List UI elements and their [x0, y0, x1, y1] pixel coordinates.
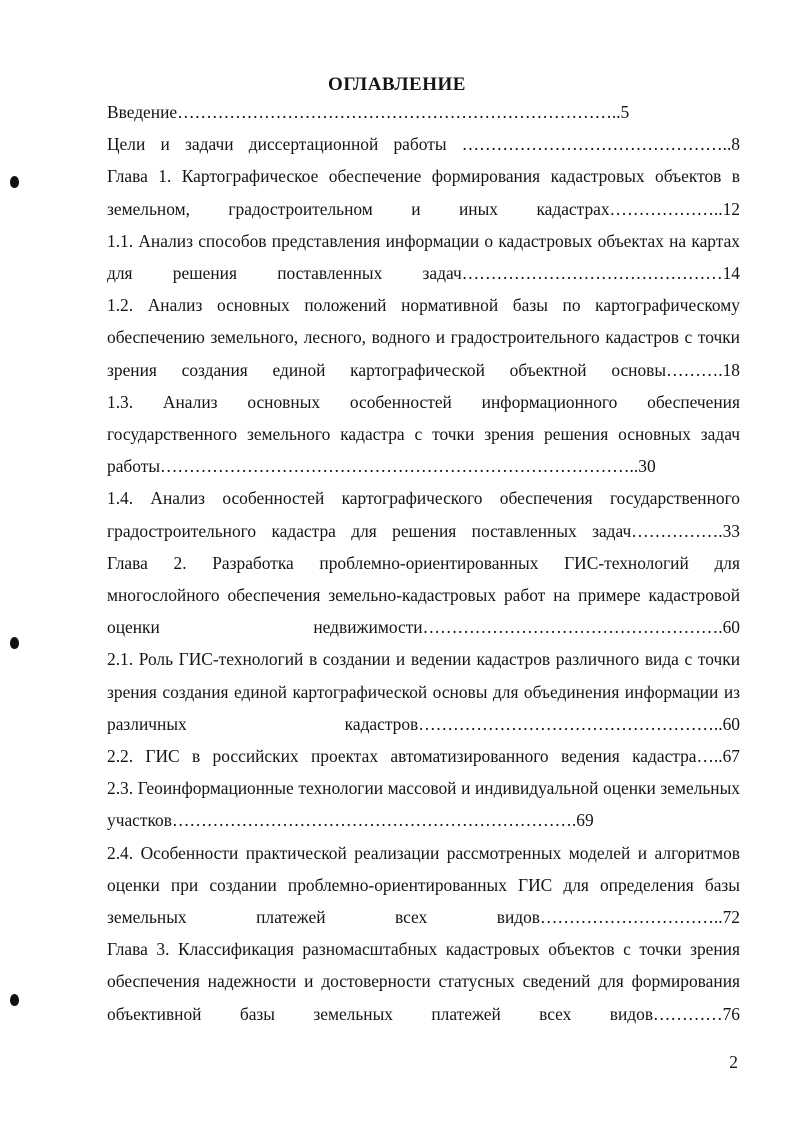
toc-entry-1-1: 1.1. Анализ способов представления информации о кадастровых объектах на картах для решения поставленных задач………………………………………14 [107, 230, 740, 284]
toc-entry-2-4: 2.4. Особенности практической реализации рассмотренных моделей и алгоритмов оценки при создании проблемно-ориентированных ГИС для определения базы земельных платежей всех видов…………………………..72 [107, 842, 740, 928]
toc-entry-1-2: 1.2. Анализ основных положений нормативной базы по картографическому обеспечению земельного, лесного, водного и градостроительного кадастров с точки зрения создания единой картографической объектной основы……….18 [107, 295, 740, 380]
page-number: 2 [729, 1052, 738, 1072]
toc-entry-chapter-2: Глава 2. Разработка проблемно-ориентированных ГИС-технологий для многослойного обеспечения земельно-кадастровых работ на примере кадастровой оценки недвижимости…………………………………………….60 [107, 552, 740, 638]
toc-entry-2-2: 2.2. ГИС в российских проектах автоматизированного ведения кадастра…..67 [107, 746, 740, 767]
toc-entry-2-3: 2.3. Геоинформационные технологии массовой и индивидуальной оценки земельных участков…………………………………………………………….69 [107, 778, 740, 831]
toc-entry-intro: Введение…………………………………………………………………..5 [107, 102, 630, 122]
toc-entry-chapter-3: Глава 3. Классификация разномасштабных кадастровых объектов с точки зрения обеспечения надежности и достоверности статусных сведений для формирования объективной базы земельных платежей всех видов…………76 [107, 939, 740, 1024]
punch-hole-mark [10, 176, 19, 188]
toc-entry-1-3: 1.3. Анализ основных особенностей информационного обеспечения государственного земельного кадастра с точки зрения решения основных задач работы………………………………………………………………………..30 [107, 391, 740, 477]
toc-entry-chapter-1: Глава 1. Картографическое обеспечение формирования кадастровых объектов в земельном, градостроительном и иных кадастрах………………..12 [107, 166, 740, 219]
toc-entry-1-4: 1.4. Анализ особенностей картографического обеспечения государственного градостроительного кадастра для решения поставленных задач…………….33 [107, 488, 740, 541]
punch-hole-mark [10, 994, 19, 1006]
table-of-contents [107, 96, 740, 1030]
toc-entry-2-1: 2.1. Роль ГИС-технологий в создании и ведении кадастров различного вида с точки зрения создания единой картографической основы для объединения информации из различных кадастров……………………………………………..60 [107, 649, 740, 734]
page-title: ОГЛАВЛЕНИЕ [328, 74, 466, 95]
toc-entry-goals: Цели и задачи диссертационной работы ………………………………………..8 [107, 134, 740, 155]
punch-hole-mark [10, 637, 19, 649]
